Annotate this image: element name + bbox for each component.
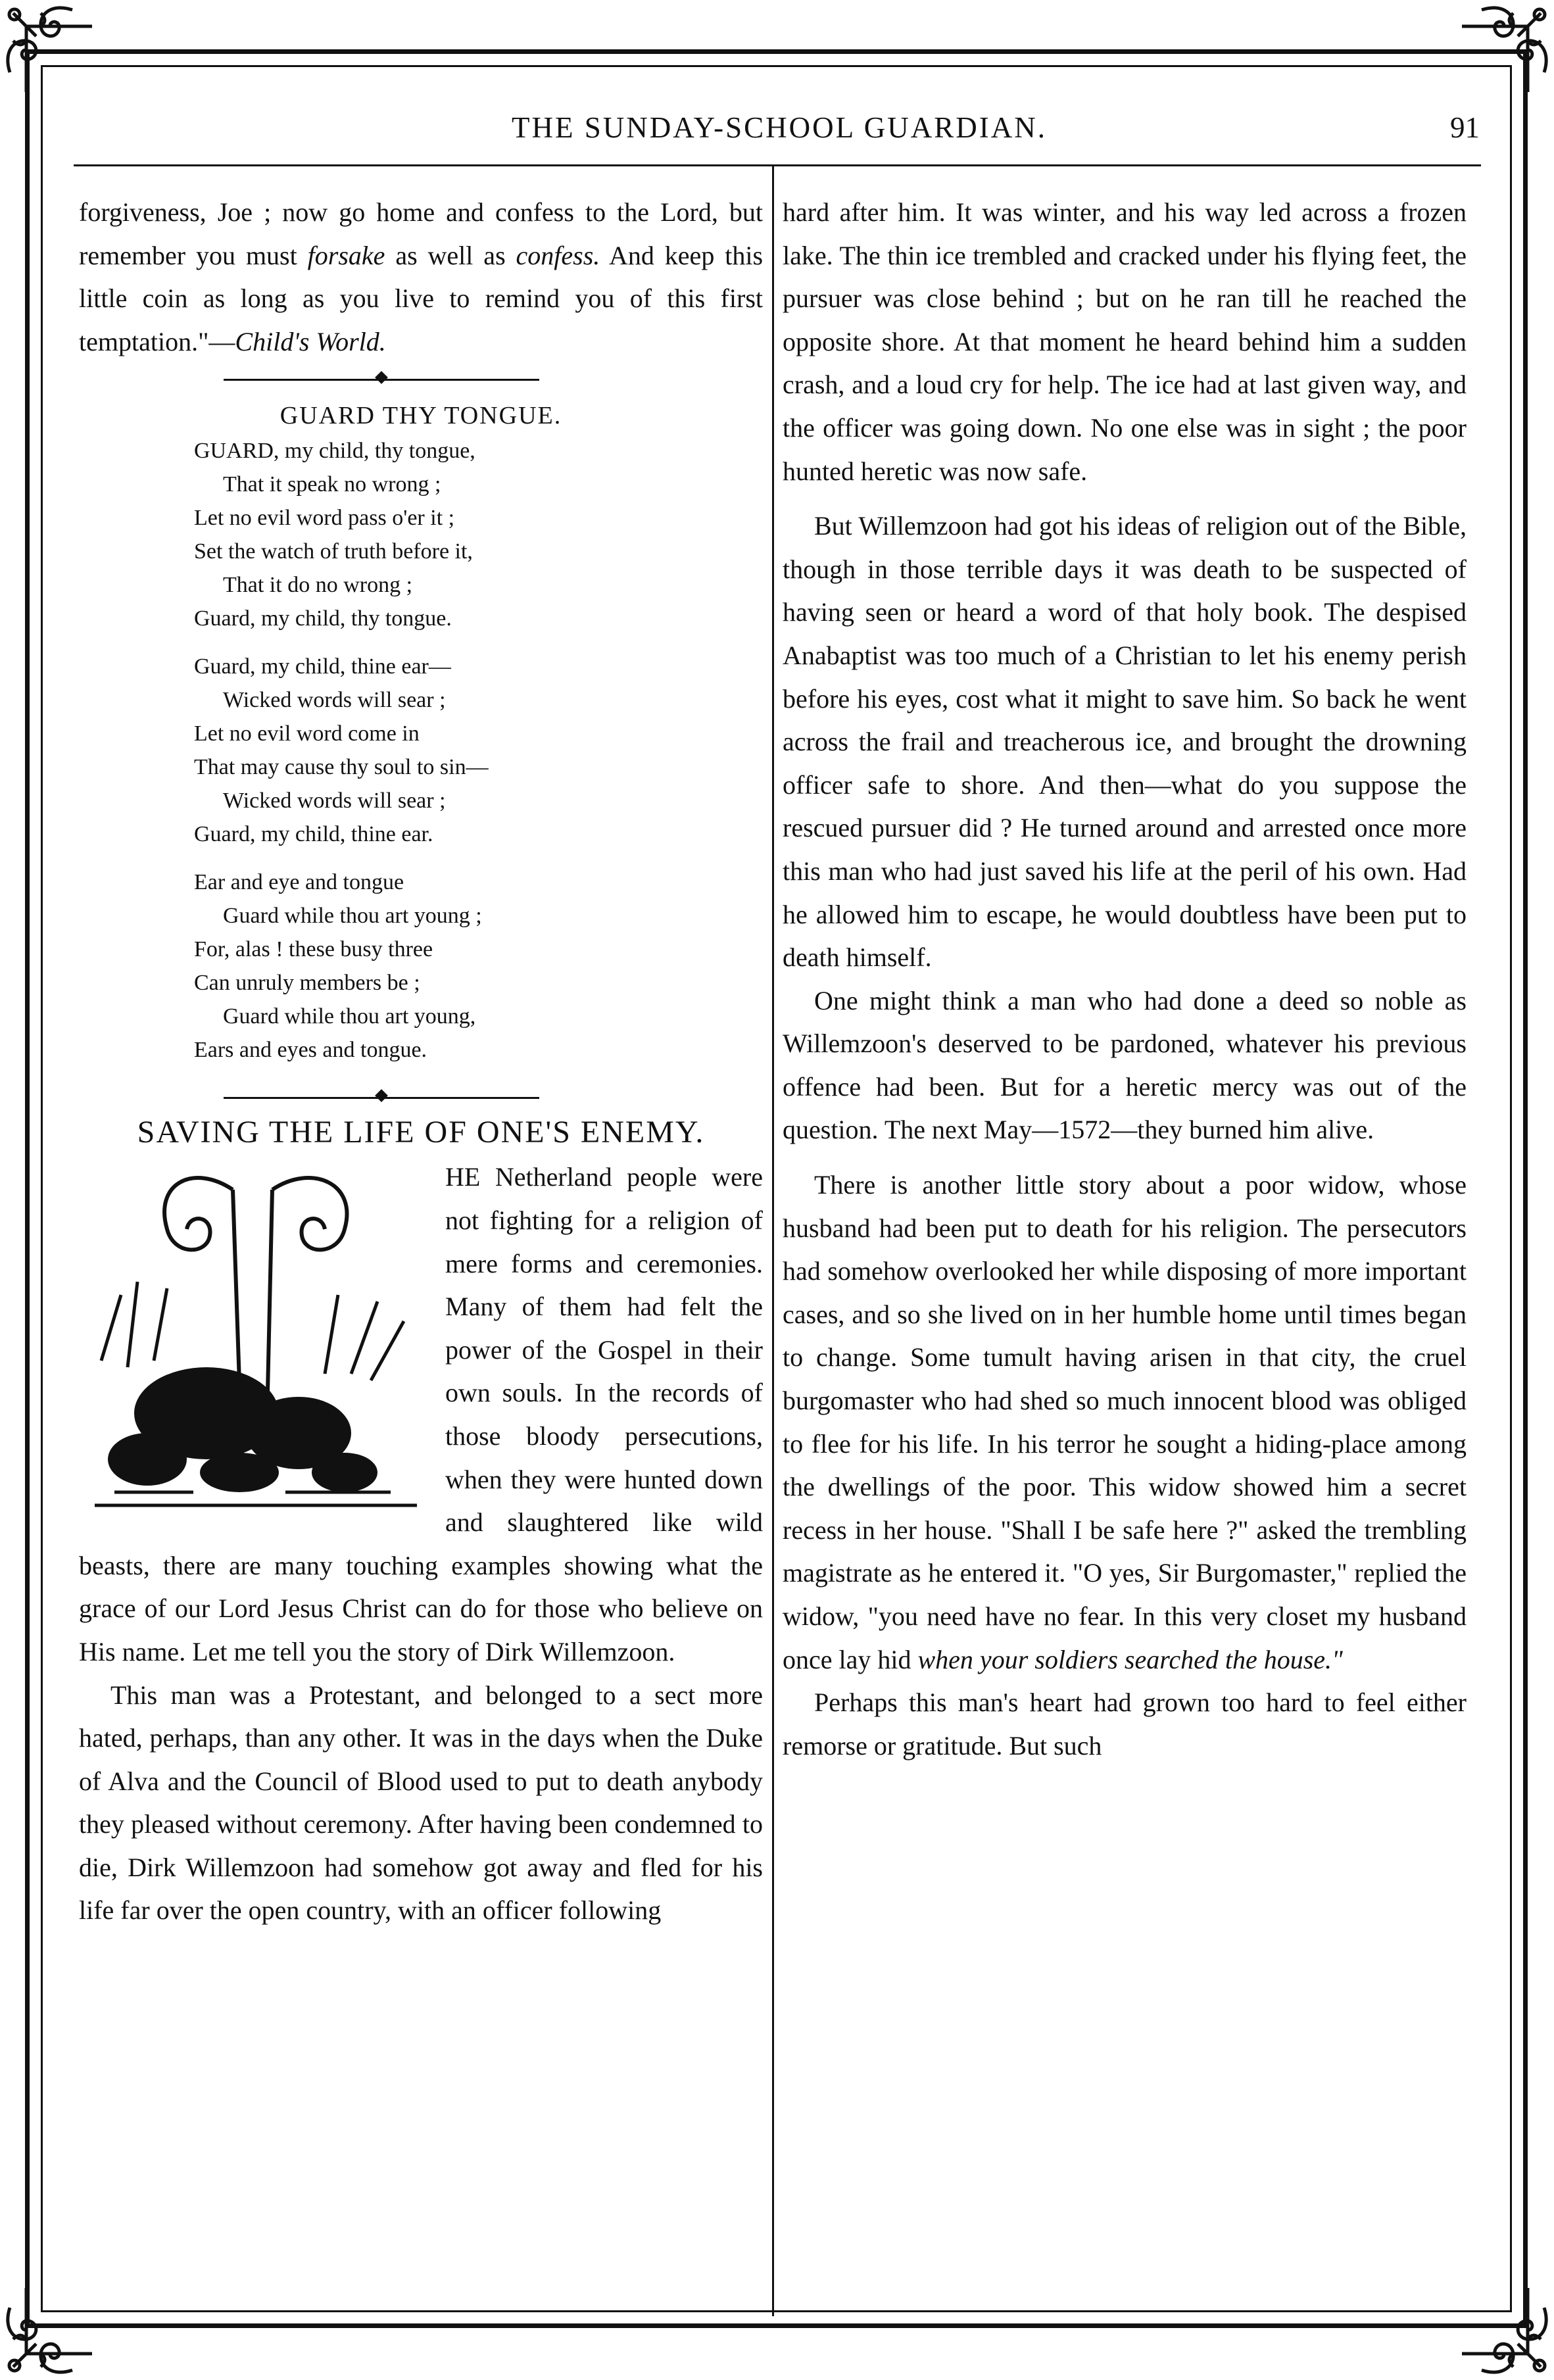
running-head <box>79 110 1480 157</box>
poem-line: That it do no wrong ; <box>223 573 413 598</box>
section-separator <box>79 363 763 396</box>
poem-line: Wicked words will sear ; <box>223 688 446 713</box>
corner-ornament-bottom-right <box>1455 2281 1554 2380</box>
poem-line: That it speak no wrong ; <box>223 472 441 497</box>
poem-stanza <box>194 434 763 635</box>
page-number: 91 <box>1450 111 1480 144</box>
poem-stanza <box>194 865 763 1067</box>
corner-ornament-top-right <box>1455 0 1554 99</box>
poem-line: Guard, my child, thine ear— <box>194 654 451 679</box>
article-paragraph-6: There is another little story about a poor widow, whose husband had been put to death for his religion. The persecutors had somehow overlooked her while disposing of more important cases, and so she lived on in her humble home until times began to change. Some tumult having arisen in that city, the cruel burgomaster who had shed so much innocent blood was obliged to flee for his life. In his terror he sought a hiding-place among the dwellings of the poor. This widow showed him a secret recess in her house. "Shall I be safe here ?" asked the trembling magistrate as he entered it. "O yes, Sir Burgomaster," replied the widow, "you need have no fear. In this very closet my husband once lay hid when your soldiers searched the house." <box>783 1170 1467 1674</box>
poem-line: Guard while thou art young, <box>223 1004 476 1029</box>
article-paragraph-1: HE Netherland people were not fighting for a religion of mere forms and ceremonies. Many of them had felt the power of the Gospel in their own souls. In the records of those bloody persecutions, when they were hunted down and slaughtered like wild beasts, there are many touching examples showing what the grace of our Lord Jesus Christ can do for those who believe on His name. Let me tell you the story of Dirk Willemzoon. <box>79 1162 763 1666</box>
emphasis-confess: confess. <box>516 240 600 270</box>
poem-line: Guard while thou art young ; <box>223 904 482 929</box>
right-column <box>783 191 1467 2295</box>
poem-line: Let no evil word come in <box>194 721 420 746</box>
section-separator <box>79 1081 763 1114</box>
poem-stanza <box>194 650 763 851</box>
article-paragraph-5: One might think a man who had done a deed so noble as Willemzoon's deserved to be pardoned, whatever his previous offence had been. But for a heretic mercy was out of the question. The next May—1572—they burned him alive. <box>783 985 1467 1145</box>
drop-cap-illustration <box>79 1163 433 1518</box>
poem-line: Can unruly members be ; <box>194 971 420 996</box>
poem-title: GUARD THY TONGUE. <box>279 402 562 430</box>
poem-line: Wicked words will sear ; <box>223 789 446 814</box>
article-paragraph-3: hard after him. It was winter, and his way led across a frozen lake. The thin ice trembled and cracked under his flying feet, the pursuer was close behind ; but on he ran till he reached the opposite shore. At that moment he heard behind him a sudden crash, and a loud cry for help. The ice had at last given way, and the officer was going down. No one else was in sight ; the poor hunted heretic was now safe. <box>783 197 1467 486</box>
article-title: SAVING THE LIFE OF ONE'S ENEMY. <box>137 1115 705 1150</box>
left-column <box>79 191 763 2295</box>
poem-line: Set the watch of truth before it, <box>194 539 473 564</box>
poem-line: Ear and eye and tongue <box>194 870 404 895</box>
article-paragraph-2: This man was a Protestant, and belonged to a sect more hated, perhaps, than any other. It was in the days when the Duke of Alva and the Council of Blood used to put to death anybody they pleased without ceremony. After having been condemned to die, Dirk Willemzoon had somehow got away and fled for his life far over the open country, with an officer following <box>79 1680 763 1926</box>
corner-ornament-top-left <box>0 0 99 99</box>
poem-line: Ears and eyes and tongue. <box>194 1038 427 1063</box>
corner-ornament-bottom-left <box>0 2281 99 2380</box>
poem-line: Guard, my child, thine ear. <box>194 822 433 847</box>
article-paragraph-4: But Willemzoon had got his ideas of religion out of the Bible, though in those terrible days it was death to be suspected of having seen or heard a word of that holy book. The despised Anabaptist was too much of a Christian to let his enemy perish before his eyes, cost what it might to save him. So back he went across the frail and treacherous ice, and brought the drowning officer safe to shore. And then—what do you suppose the rescued pursuer did ? He turned around and arrested once more this man who had just saved his life at the peril of his own. Had he allowed him to escape, he would doubtless have been put to death himself. <box>783 511 1467 973</box>
poem <box>79 434 763 1067</box>
emphasis-quote: when your soldiers searched the house." <box>917 1644 1343 1674</box>
article-paragraph-7: Perhaps this man's heart had grown too hard to feel either remorse or gratitude. But such <box>783 1688 1467 1761</box>
poem-line: For, alas ! these busy three <box>194 937 433 962</box>
poem-line: That may cause thy soul to sin— <box>194 755 489 780</box>
poem-line: GUARD, my child, thy tongue, <box>194 439 475 464</box>
journal-title: THE SUNDAY-SCHOOL GUARDIAN. <box>512 111 1047 144</box>
poem-line: Let no evil word pass o'er it ; <box>194 506 455 531</box>
header-rule <box>74 164 1481 166</box>
continued-paragraph: forgiveness, Joe ; now go home and confess to the Lord, but remember you must forsake as well as confess. And keep this little coin as long as you live to remind you of this first temptation."—Child's World. <box>79 197 763 356</box>
poem-line: Guard, my child, thy tongue. <box>194 606 452 631</box>
column-divider <box>772 166 774 2316</box>
emphasis-forsake: forsake <box>307 240 385 270</box>
source-attribution: Child's World. <box>235 326 386 356</box>
